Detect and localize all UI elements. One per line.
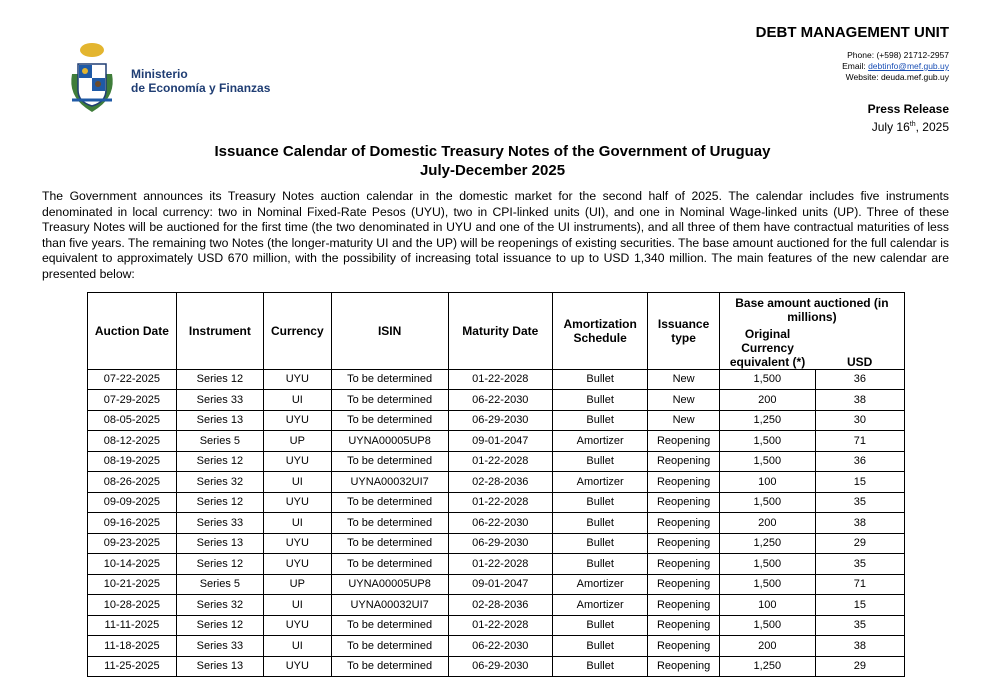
cell-instrument: Series 12 (176, 554, 263, 575)
cell-auction-date: 11-11-2025 (88, 615, 177, 636)
cell-issuance-type: Reopening (648, 615, 719, 636)
header-base-amount: Base amount auctioned (in millions) (719, 293, 904, 327)
cell-issuance-type: Reopening (648, 533, 719, 554)
cell-usd-amount: 15 (815, 472, 904, 493)
cell-maturity-date: 06-22-2030 (448, 513, 552, 534)
email-line (842, 61, 949, 72)
cell-amortization: Bullet (552, 636, 647, 657)
cell-usd-amount: 29 (815, 533, 904, 554)
table-row (88, 656, 905, 677)
cell-usd-amount: 30 (815, 410, 904, 431)
cell-amortization: Amortizer (552, 431, 647, 452)
cell-issuance-type: Reopening (648, 574, 719, 595)
press-release-date (868, 117, 949, 135)
cell-maturity-date: 01-22-2028 (448, 451, 552, 472)
cell-currency: UYU (264, 369, 332, 390)
cell-usd-amount: 38 (815, 513, 904, 534)
cell-amortization: Bullet (552, 369, 647, 390)
table-row (88, 615, 905, 636)
cell-auction-date: 08-05-2025 (88, 410, 177, 431)
cell-issuance-type: Reopening (648, 492, 719, 513)
header-maturity-date: Maturity Date (448, 293, 552, 370)
cell-currency: UYU (264, 451, 332, 472)
table-row (88, 636, 905, 657)
cell-instrument: Series 12 (176, 451, 263, 472)
cell-isin: UYNA00005UP8 (331, 431, 448, 452)
date-post: , 2025 (915, 120, 949, 134)
unit-name: DEBT MANAGEMENT UNIT (755, 24, 949, 41)
cell-issuance-type: Reopening (648, 431, 719, 452)
cell-isin: To be determined (331, 615, 448, 636)
cell-amortization: Bullet (552, 554, 647, 575)
cell-instrument: Series 12 (176, 492, 263, 513)
cell-original-amount: 1,500 (719, 554, 815, 575)
header-auction-date: Auction Date (88, 293, 177, 370)
cell-auction-date: 11-18-2025 (88, 636, 177, 657)
phone-value: (+598) 21712-2957 (876, 50, 949, 60)
header-original-currency: Original Currency equivalent (*) (719, 327, 815, 370)
cell-currency: UYU (264, 554, 332, 575)
cell-amortization: Bullet (552, 513, 647, 534)
cell-usd-amount: 29 (815, 656, 904, 677)
cell-usd-amount: 71 (815, 574, 904, 595)
table-row (88, 431, 905, 452)
cell-currency: UYU (264, 492, 332, 513)
cell-original-amount: 1,500 (719, 574, 815, 595)
table-row (88, 390, 905, 411)
header-instrument: Instrument (176, 293, 263, 370)
cell-instrument: Series 12 (176, 615, 263, 636)
cell-auction-date: 08-26-2025 (88, 472, 177, 493)
table-row (88, 451, 905, 472)
cell-instrument: Series 5 (176, 574, 263, 595)
table-row (88, 574, 905, 595)
cell-original-amount: 200 (719, 513, 815, 534)
cell-amortization: Bullet (552, 615, 647, 636)
cell-maturity-date: 06-22-2030 (448, 390, 552, 411)
cell-auction-date: 11-25-2025 (88, 656, 177, 677)
header-amortization: Amortization Schedule (552, 293, 647, 370)
cell-usd-amount: 38 (815, 636, 904, 657)
cell-currency: UYU (264, 656, 332, 677)
intro-paragraph: The Government announces its Treasury Notes auction calendar in the domestic market for the second half of 2025. The calendar includes five instruments denominated in local currency: two in Nominal Fixed-Rate Pesos (UYU), two in CPI-linked units (UI), and one in Nominal Wage-linked units (UP). Three of these Treasury Notes will be auctioned for the first time (the two denominated in UYU and one of the UI instruments), and all three of them have contractual maturities of less than five years. The remaining two Notes (the longer-maturity UI and the UP) will be reopenings of existing securities. The base amount auctioned for the full calendar is equivalent to approximately USD 670 million, with the possibility of increasing total issuance to up to USD 1,340 million. The main features of the new calendar are presented below: (42, 189, 949, 281)
cell-isin: To be determined (331, 410, 448, 431)
cell-issuance-type: New (648, 410, 719, 431)
cell-isin: To be determined (331, 513, 448, 534)
cell-currency: UP (264, 574, 332, 595)
cell-isin: To be determined (331, 492, 448, 513)
ministry-line-2: de Economía y Finanzas (131, 81, 271, 95)
cell-auction-date: 08-12-2025 (88, 431, 177, 452)
cell-instrument: Series 13 (176, 656, 263, 677)
cell-isin: UYNA00032UI7 (331, 595, 448, 616)
cell-maturity-date: 06-29-2030 (448, 533, 552, 554)
cell-isin: To be determined (331, 656, 448, 677)
cell-amortization: Amortizer (552, 595, 647, 616)
cell-currency: UI (264, 390, 332, 411)
cell-auction-date: 09-16-2025 (88, 513, 177, 534)
cell-amortization: Bullet (552, 656, 647, 677)
cell-isin: To be determined (331, 533, 448, 554)
cell-instrument: Series 12 (176, 369, 263, 390)
cell-auction-date: 10-21-2025 (88, 574, 177, 595)
cell-auction-date: 08-19-2025 (88, 451, 177, 472)
cell-original-amount: 1,500 (719, 451, 815, 472)
coat-of-arms-logo (64, 40, 120, 114)
cell-usd-amount: 36 (815, 451, 904, 472)
cell-amortization: Bullet (552, 451, 647, 472)
website-label: Website: (845, 72, 881, 82)
cell-issuance-type: Reopening (648, 513, 719, 534)
cell-instrument: Series 32 (176, 472, 263, 493)
table-row (88, 554, 905, 575)
cell-original-amount: 1,500 (719, 492, 815, 513)
cell-maturity-date: 06-22-2030 (448, 636, 552, 657)
table-row (88, 595, 905, 616)
press-release-block (868, 102, 949, 135)
press-release-label: Press Release (867, 102, 949, 116)
cell-original-amount: 200 (719, 390, 815, 411)
date-sup: th (909, 121, 916, 128)
cell-auction-date: 10-28-2025 (88, 595, 177, 616)
header-issuance-type: Issuance type (648, 293, 719, 370)
cell-original-amount: 100 (719, 472, 815, 493)
cell-isin: To be determined (331, 390, 448, 411)
cell-amortization: Bullet (552, 492, 647, 513)
cell-amortization: Amortizer (552, 574, 647, 595)
cell-maturity-date: 02-28-2036 (448, 472, 552, 493)
table-row (88, 472, 905, 493)
cell-currency: UP (264, 431, 332, 452)
table-row (88, 533, 905, 554)
table-row (88, 492, 905, 513)
cell-usd-amount: 35 (815, 492, 904, 513)
document-title (0, 142, 985, 180)
cell-isin: To be determined (331, 554, 448, 575)
cell-instrument: Series 32 (176, 595, 263, 616)
cell-auction-date: 07-22-2025 (88, 369, 177, 390)
cell-instrument: Series 13 (176, 410, 263, 431)
cell-original-amount: 1,250 (719, 533, 815, 554)
cell-currency: UI (264, 595, 332, 616)
cell-amortization: Bullet (552, 533, 647, 554)
cell-maturity-date: 09-01-2047 (448, 431, 552, 452)
cell-currency: UI (264, 513, 332, 534)
cell-instrument: Series 33 (176, 636, 263, 657)
header-isin: ISIN (331, 293, 448, 370)
ministry-name (131, 67, 270, 95)
cell-amortization: Amortizer (552, 472, 647, 493)
contact-block (842, 50, 949, 83)
cell-usd-amount: 15 (815, 595, 904, 616)
cell-issuance-type: Reopening (648, 636, 719, 657)
cell-instrument: Series 13 (176, 533, 263, 554)
header-currency: Currency (264, 293, 332, 370)
cell-original-amount: 200 (719, 636, 815, 657)
cell-issuance-type: New (648, 390, 719, 411)
cell-original-amount: 1,500 (719, 431, 815, 452)
cell-usd-amount: 35 (815, 615, 904, 636)
cell-original-amount: 1,250 (719, 410, 815, 431)
cell-issuance-type: Reopening (648, 472, 719, 493)
cell-isin: To be determined (331, 636, 448, 657)
cell-original-amount: 1,500 (719, 615, 815, 636)
cell-issuance-type: Reopening (648, 656, 719, 677)
cell-maturity-date: 06-29-2030 (448, 410, 552, 431)
cell-maturity-date: 09-01-2047 (448, 574, 552, 595)
cell-amortization: Bullet (552, 390, 647, 411)
date-pre: July 16 (871, 120, 910, 134)
email-label: Email: (842, 61, 869, 71)
cell-auction-date: 07-29-2025 (88, 390, 177, 411)
website-line (842, 72, 949, 83)
website-value: deuda.mef.gub.uy (880, 72, 949, 82)
cell-isin: UYNA00032UI7 (331, 472, 448, 493)
ministry-line-1: Ministerio (131, 67, 188, 81)
cell-currency: UYU (264, 533, 332, 554)
issuance-calendar-table (87, 292, 905, 677)
phone-label: Phone: (847, 50, 877, 60)
cell-original-amount: 100 (719, 595, 815, 616)
email-link[interactable]: debtinfo@mef.gub.uy (868, 61, 949, 71)
cell-maturity-date: 01-22-2028 (448, 492, 552, 513)
cell-issuance-type: New (648, 369, 719, 390)
cell-currency: UYU (264, 410, 332, 431)
cell-instrument: Series 33 (176, 390, 263, 411)
table-body (88, 369, 905, 677)
cell-maturity-date: 01-22-2028 (448, 615, 552, 636)
cell-currency: UYU (264, 615, 332, 636)
cell-usd-amount: 38 (815, 390, 904, 411)
cell-instrument: Series 5 (176, 431, 263, 452)
cell-currency: UI (264, 636, 332, 657)
cell-isin: To be determined (331, 369, 448, 390)
cell-amortization: Bullet (552, 410, 647, 431)
title-line-2: July-December 2025 (419, 162, 566, 179)
cell-maturity-date: 01-22-2028 (448, 554, 552, 575)
cell-issuance-type: Reopening (648, 451, 719, 472)
table-row (88, 513, 905, 534)
cell-issuance-type: Reopening (648, 595, 719, 616)
cell-maturity-date: 02-28-2036 (448, 595, 552, 616)
cell-currency: UI (264, 472, 332, 493)
cell-isin: UYNA00005UP8 (331, 574, 448, 595)
table-row (88, 410, 905, 431)
cell-isin: To be determined (331, 451, 448, 472)
table-row (88, 369, 905, 390)
cell-original-amount: 1,500 (719, 369, 815, 390)
cell-auction-date: 09-23-2025 (88, 533, 177, 554)
cell-maturity-date: 06-29-2030 (448, 656, 552, 677)
cell-usd-amount: 71 (815, 431, 904, 452)
cell-issuance-type: Reopening (648, 554, 719, 575)
header-usd: USD (815, 327, 904, 370)
phone-line (842, 50, 949, 61)
cell-auction-date: 10-14-2025 (88, 554, 177, 575)
cell-auction-date: 09-09-2025 (88, 492, 177, 513)
cell-usd-amount: 36 (815, 369, 904, 390)
title-line-1: Issuance Calendar of Domestic Treasury Notes of the Government of Uruguay (214, 143, 771, 160)
cell-usd-amount: 35 (815, 554, 904, 575)
cell-original-amount: 1,250 (719, 656, 815, 677)
cell-maturity-date: 01-22-2028 (448, 369, 552, 390)
cell-instrument: Series 33 (176, 513, 263, 534)
